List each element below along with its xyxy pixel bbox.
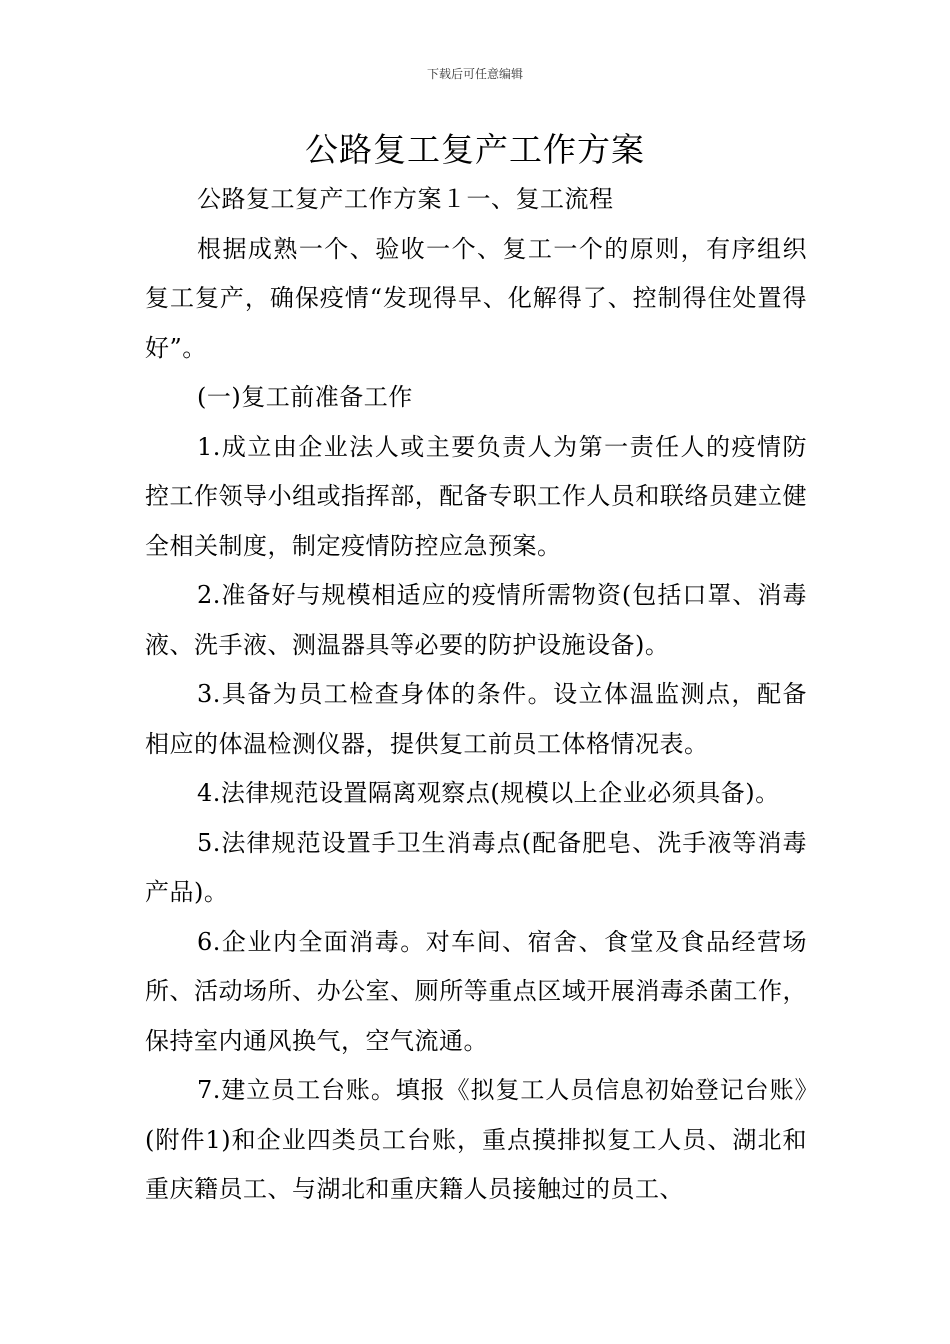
list-item-7: 7.建立员工台账。填报《拟复工人员信息初始登记台账》(附件1)和企业四类员工台账，重点摸排拟复工人员、湖北和重庆籍员工、与湖北和重庆籍人员接触过的员工、 [145, 1076, 807, 1203]
paragraph-principle: 根据成熟一个、验收一个、复工一个的原则，有序组织复工复产，确保疫情“发现得早、化解得了、控制得住处置得好”。 [145, 234, 807, 362]
document-body [145, 175, 807, 1215]
list-item-1: 1.成立由企业法人或主要负责人为第一责任人的疫情防控工作领导小组或指挥部，配备专职工作人员和联络员建立健全相关制度，制定疫情防控应急预案。 [145, 432, 807, 560]
list-item-6: 6.企业内全面消毒。对车间、宿舍、食堂及食品经营场所、活动场所、办公室、厕所等重点区域开展消毒杀菌工作，保持室内通风换气，空气流通。 [145, 927, 807, 1055]
list-item-3: 3.具备为员工检查身体的条件。设立体温监测点，配备相应的体温检测仪器，提供复工前员工体格情况表。 [145, 680, 807, 758]
section-heading-preparation: (一)复工前准备工作 [197, 383, 413, 411]
header-note: 下载后可任意编辑 [426, 67, 523, 81]
list-item-5: 5.法律规范设置手卫生消毒点(配备肥皂、洗手液等消毒产品)。 [145, 828, 807, 906]
document-title: 公路复工复产工作方案 [305, 130, 645, 169]
list-item-2: 2.准备好与规模相适应的疫情所需物资(包括口罩、消毒液、洗手液、测温器具等必要的防护设施设备)。 [145, 581, 807, 659]
list-item-4: 4.法律规范设置隔离观察点(规模以上企业必须具备)。 [197, 779, 780, 807]
paragraph-intro-heading: 公路复工复产工作方案１一、复工流程 [197, 185, 614, 213]
